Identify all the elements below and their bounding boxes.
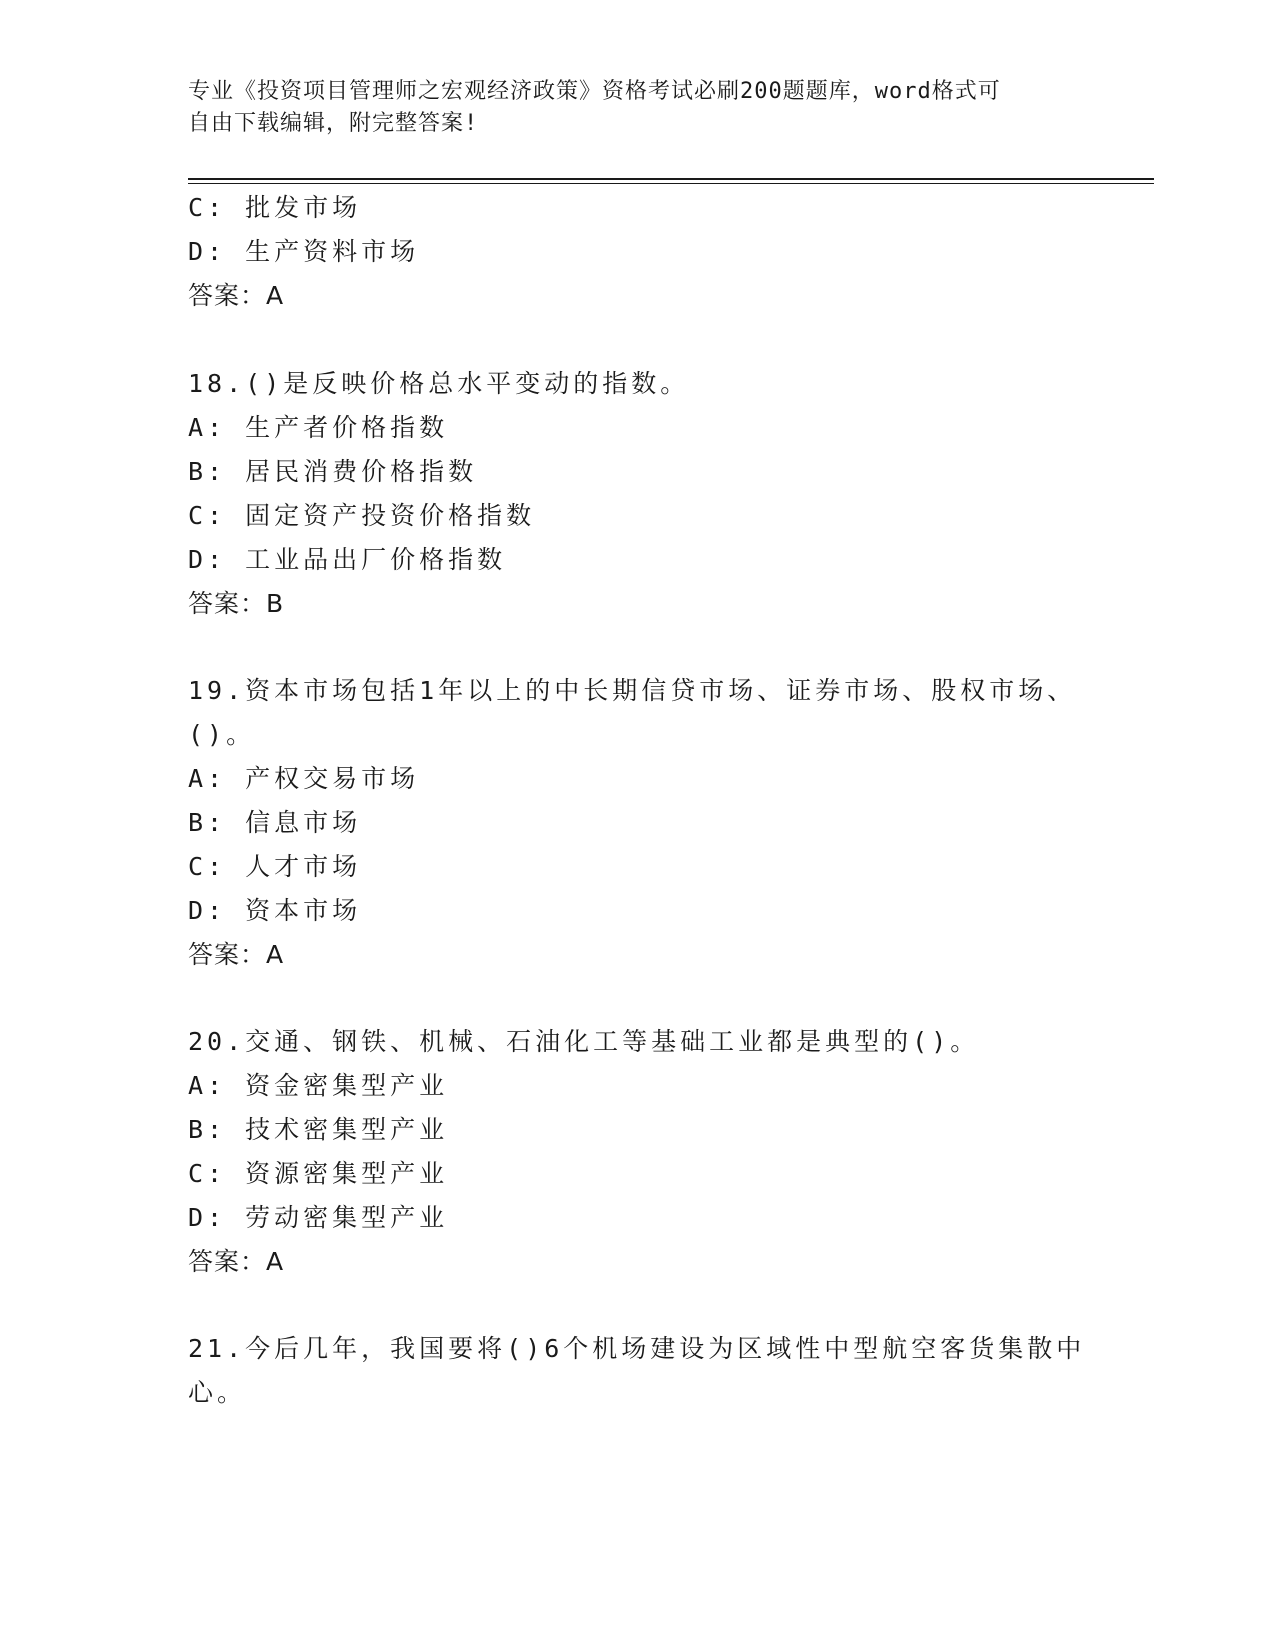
question-19-stem: 19.资本市场包括1年以上的中长期信贷市场、证券市场、股权市场、 (188, 676, 1077, 705)
question-20-option-a: A: 资金密集型产业 (188, 1071, 449, 1100)
question-19-option-d: D: 资本市场 (188, 896, 362, 925)
document-header (188, 76, 1088, 140)
header-line-1: 专业《投资项目管理师之宏观经济政策》资格考试必刷200题题库，word格式可 (188, 79, 1001, 104)
question-20-option-d: D: 劳动密集型产业 (188, 1203, 449, 1232)
answer-line: 答案：A (188, 281, 285, 310)
question-19-option-b: B: 信息市场 (188, 808, 362, 837)
question-21-stem-cont: 心。 (188, 1378, 247, 1407)
question-18-option-b: B: 居民消费价格指数 (188, 457, 478, 486)
option-c: C: 批发市场 (188, 193, 362, 222)
question-19-option-a: A: 产权交易市场 (188, 764, 420, 793)
question-19-option-c: C: 人才市场 (188, 852, 362, 881)
question-20-option-c: C: 资源密集型产业 (188, 1159, 449, 1188)
question-18-stem: 18.()是反映价格总水平变动的指数。 (188, 369, 690, 398)
question-18-option-c: C: 固定资产投资价格指数 (188, 501, 536, 530)
question-20-stem: 20.交通、钢铁、机械、石油化工等基础工业都是典型的()。 (188, 1027, 980, 1056)
question-20-answer: 答案：A (188, 1247, 285, 1276)
header-divider (188, 178, 1154, 184)
question-18-answer: 答案：B (188, 589, 285, 618)
question-18-option-a: A: 生产者价格指数 (188, 413, 449, 442)
question-18-option-d: D: 工业品出厂价格指数 (188, 545, 507, 574)
question-19-answer: 答案：A (188, 940, 285, 969)
header-line-2: 自由下载编辑，附完整答案! (188, 111, 479, 136)
question-21-stem: 21.今后几年，我国要将()6个机场建设为区域性中型航空客货集散中 (188, 1334, 1086, 1363)
question-20-option-b: B: 技术密集型产业 (188, 1115, 449, 1144)
question-19-stem-cont: ()。 (188, 720, 256, 749)
option-d: D: 生产资料市场 (188, 237, 420, 266)
